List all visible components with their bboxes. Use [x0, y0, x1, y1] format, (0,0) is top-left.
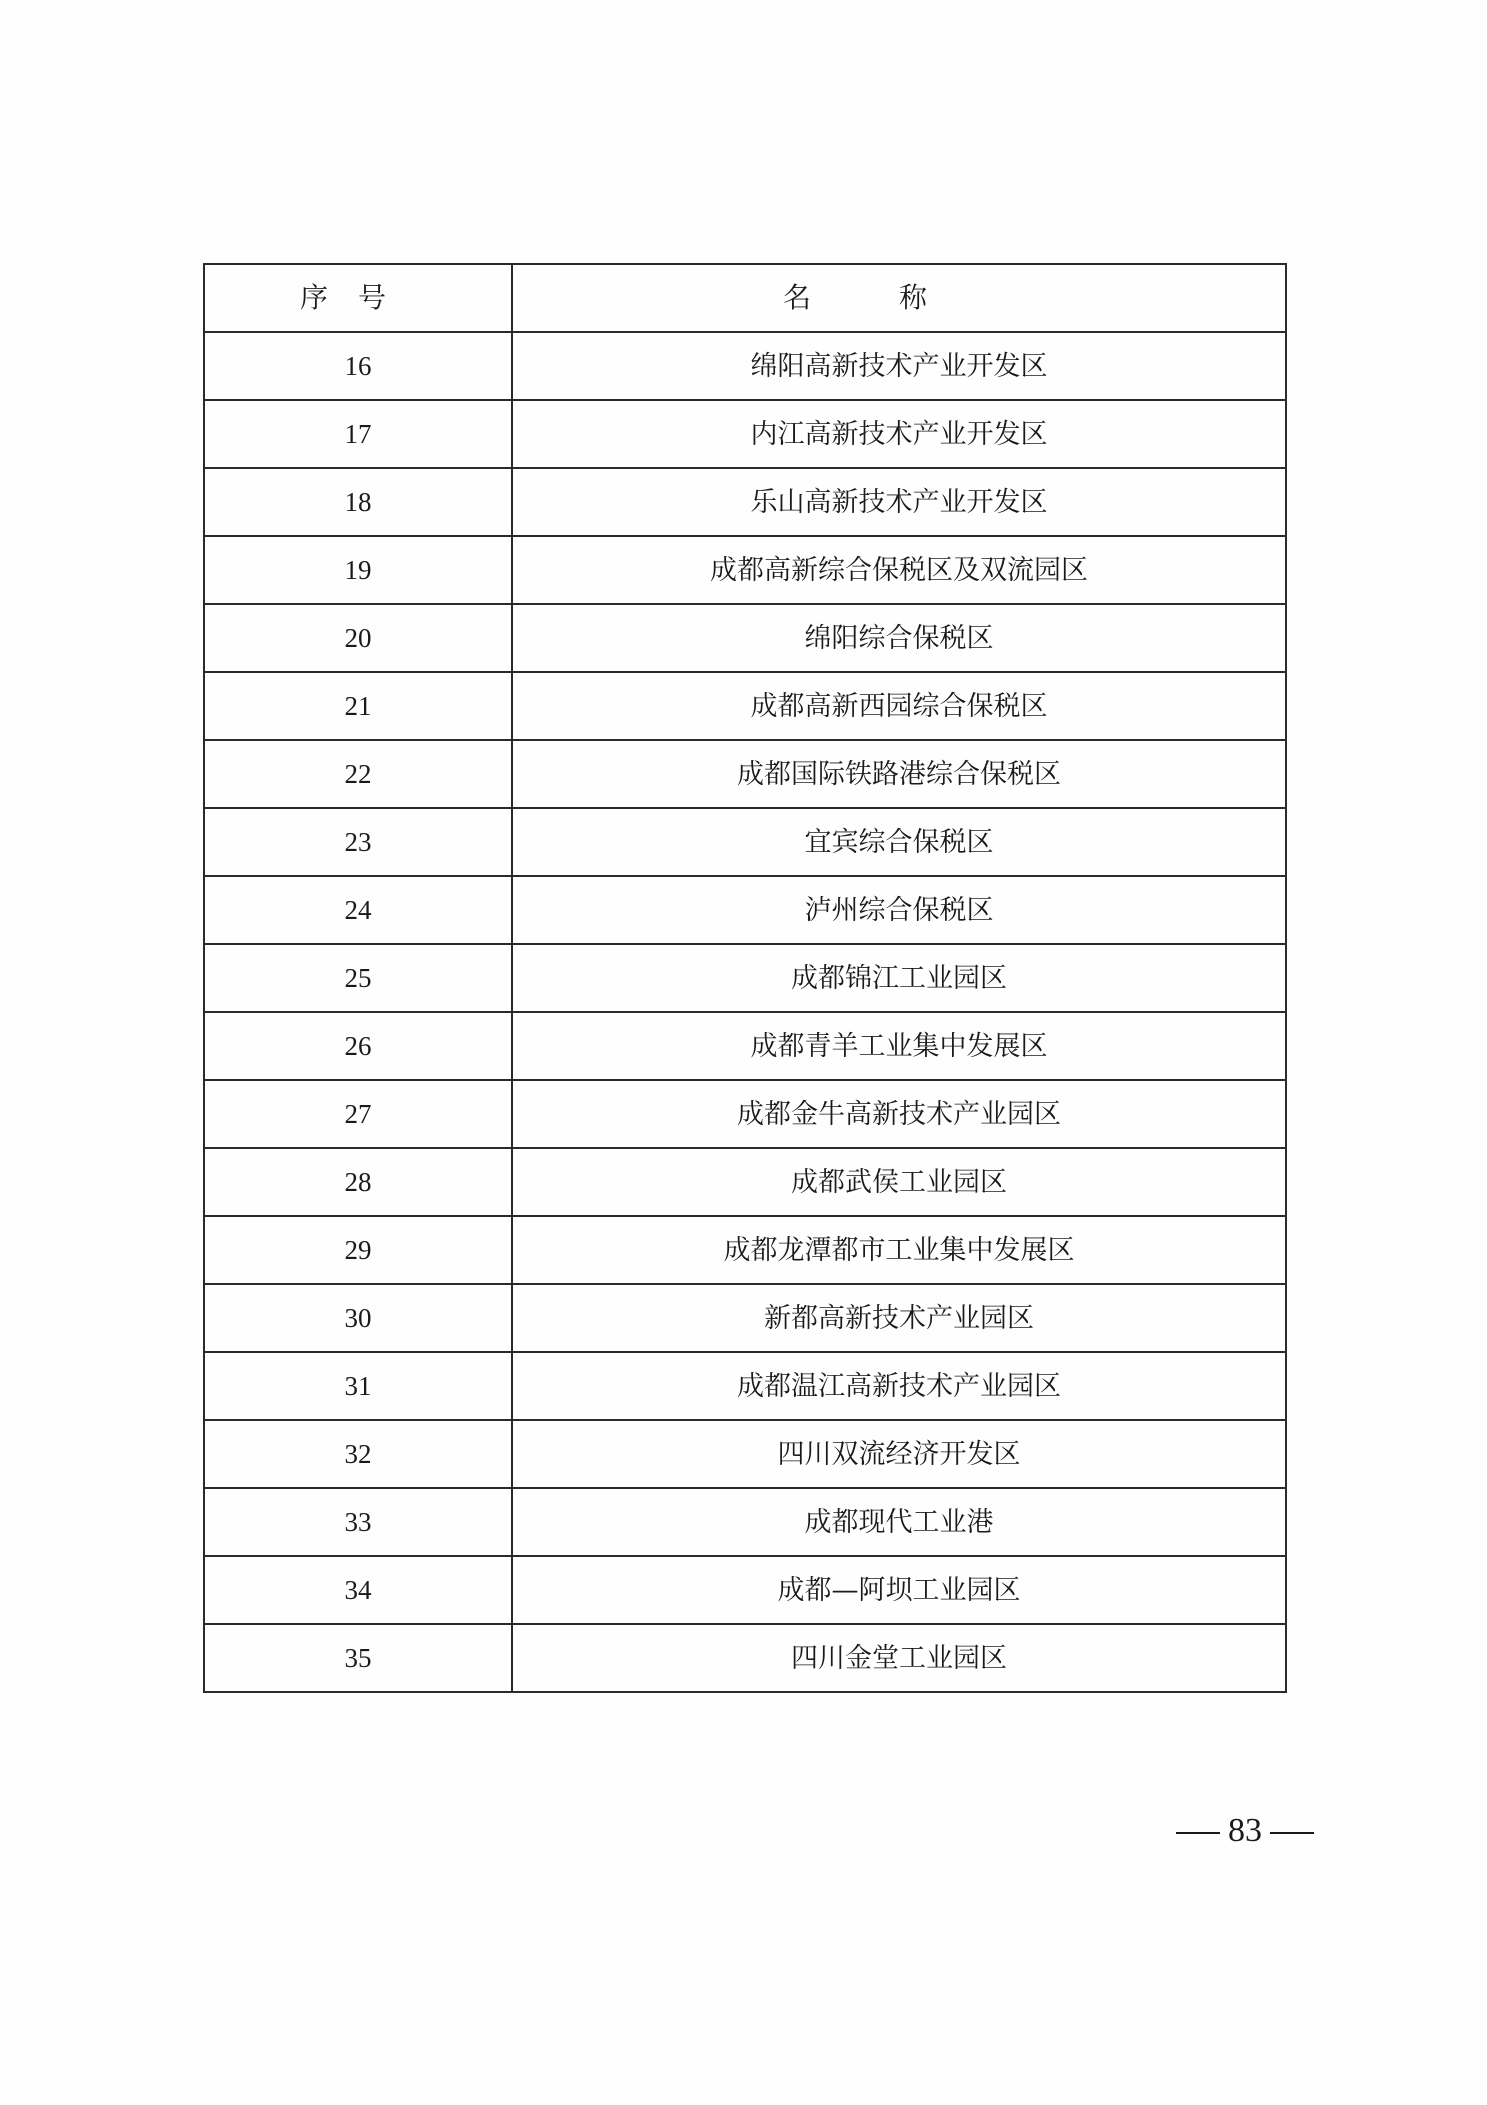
table-row [204, 1284, 1286, 1352]
table-row [204, 332, 1286, 400]
row-seq: 35 [204, 1624, 512, 1692]
row-name: 宜宾综合保税区 [512, 808, 1286, 876]
row-seq: 16 [204, 332, 512, 400]
row-name: 内江高新技术产业开发区 [512, 400, 1286, 468]
row-seq: 22 [204, 740, 512, 808]
row-name: 四川金堂工业园区 [512, 1624, 1286, 1692]
row-name: 成都现代工业港 [512, 1488, 1286, 1556]
table-row [204, 400, 1286, 468]
table-row [204, 468, 1286, 536]
row-seq: 19 [204, 536, 512, 604]
table-row [204, 944, 1286, 1012]
row-name: 绵阳综合保税区 [512, 604, 1286, 672]
table-row [204, 1420, 1286, 1488]
table-body [204, 332, 1286, 1692]
page-number-dash-left [1176, 1832, 1220, 1834]
row-seq: 28 [204, 1148, 512, 1216]
row-name: 新都高新技术产业园区 [512, 1284, 1286, 1352]
row-seq: 18 [204, 468, 512, 536]
table-row [204, 1216, 1286, 1284]
row-name: 乐山高新技术产业开发区 [512, 468, 1286, 536]
table-row [204, 740, 1286, 808]
row-name: 成都高新综合保税区及双流园区 [512, 536, 1286, 604]
row-name: 成都国际铁路港综合保税区 [512, 740, 1286, 808]
row-name: 成都温江高新技术产业园区 [512, 1352, 1286, 1420]
table-row [204, 1012, 1286, 1080]
table-row [204, 604, 1286, 672]
row-seq: 31 [204, 1352, 512, 1420]
table-row [204, 808, 1286, 876]
row-name: 成都龙潭都市工业集中发展区 [512, 1216, 1286, 1284]
zone-list-table [203, 263, 1287, 1693]
page-number [1168, 1812, 1322, 1850]
row-seq: 20 [204, 604, 512, 672]
header-seq: 序号 [204, 264, 512, 332]
row-seq: 25 [204, 944, 512, 1012]
table-header-row [204, 264, 1286, 332]
row-name: 成都武侯工业园区 [512, 1148, 1286, 1216]
row-name: 泸州综合保税区 [512, 876, 1286, 944]
row-name: 成都锦江工业园区 [512, 944, 1286, 1012]
row-name: 成都—阿坝工业园区 [512, 1556, 1286, 1624]
row-name: 成都金牛高新技术产业园区 [512, 1080, 1286, 1148]
row-name: 绵阳高新技术产业开发区 [512, 332, 1286, 400]
header-name: 名称 [512, 264, 1286, 332]
row-seq: 34 [204, 1556, 512, 1624]
row-seq: 21 [204, 672, 512, 740]
table-row [204, 672, 1286, 740]
table-row [204, 1556, 1286, 1624]
table-row [204, 1352, 1286, 1420]
row-seq: 24 [204, 876, 512, 944]
row-name: 成都青羊工业集中发展区 [512, 1012, 1286, 1080]
row-name: 成都高新西园综合保税区 [512, 672, 1286, 740]
row-seq: 33 [204, 1488, 512, 1556]
row-seq: 27 [204, 1080, 512, 1148]
table-row [204, 1080, 1286, 1148]
table-row [204, 1488, 1286, 1556]
page-number-value: 83 [1228, 1812, 1262, 1849]
table-row [204, 1624, 1286, 1692]
row-seq: 30 [204, 1284, 512, 1352]
row-seq: 23 [204, 808, 512, 876]
table-row [204, 876, 1286, 944]
row-name: 四川双流经济开发区 [512, 1420, 1286, 1488]
row-seq: 29 [204, 1216, 512, 1284]
row-seq: 26 [204, 1012, 512, 1080]
table-row [204, 536, 1286, 604]
table-row [204, 1148, 1286, 1216]
page-number-dash-right [1270, 1832, 1314, 1834]
row-seq: 32 [204, 1420, 512, 1488]
row-seq: 17 [204, 400, 512, 468]
